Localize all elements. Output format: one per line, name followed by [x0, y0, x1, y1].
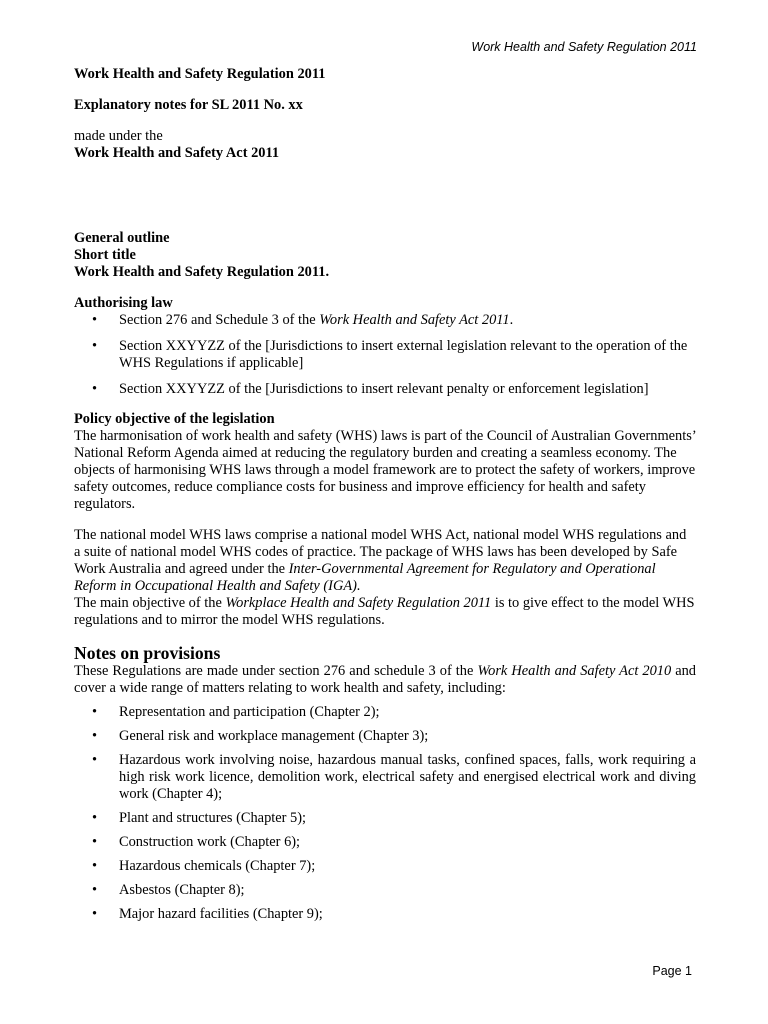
short-title-heading: Short title	[74, 247, 136, 263]
list-item: • Construction work (Chapter 6);	[74, 834, 696, 851]
running-header: Work Health and Safety Regulation 2011	[471, 40, 697, 54]
list-item: • Section XXYYZZ of the [Jurisdictions to insert external legislation relevant to the operation of the WHS Regulations if applicable]	[74, 338, 696, 372]
list-item: • Section 276 and Schedule 3 of the Work Health and Safety Act 2011.	[74, 312, 696, 329]
list-item: • Section XXYYZZ of the [Jurisdictions to insert relevant penalty or enforcement legislation]	[74, 381, 696, 398]
list-item: • Hazardous chemicals (Chapter 7);	[74, 858, 696, 875]
document-subtitle: Explanatory notes for SL 2011 No. xx	[74, 97, 303, 113]
page-number: Page 1	[652, 964, 692, 978]
short-title-value: Work Health and Safety Regulation 2011.	[74, 264, 330, 280]
list-item: • Hazardous work involving noise, hazardous manual tasks, confined spaces, falls, work requiring a high risk work licence, demolition work, electrical safety and energised electrical work and diving work (Chapter 4);	[74, 752, 696, 803]
policy-paragraph-3: The main objective of the Workplace Health and Safety Regulation 2011 is to give effect to the model WHS regulations and to mirror the model WHS regulations.	[74, 595, 695, 628]
list-item: • Asbestos (Chapter 8);	[74, 882, 696, 899]
list-item: • Representation and participation (Chapter 2);	[74, 704, 696, 721]
policy-heading: Policy objective of the legislation	[74, 411, 275, 427]
made-under-text: made under the	[74, 128, 163, 144]
policy-paragraph-2: The national model WHS laws comprise a national model WHS Act, national model WHS regulations and a suite of national model WHS codes of practice. The package of WHS laws has been developed by Safe Work Australia and agreed under the Inter-Governmental Agreement for Regulatory and Operational Reform in Occupational Health and Safety (IGA).	[74, 527, 687, 594]
list-item: • General risk and workplace management (Chapter 3);	[74, 728, 696, 745]
authorising-law-list	[74, 312, 696, 398]
provisions-list	[74, 704, 696, 923]
authorising-law-heading: Authorising law	[74, 295, 173, 311]
act-title: Work Health and Safety Act 2011	[74, 145, 280, 161]
list-item: • Major hazard facilities (Chapter 9);	[74, 906, 696, 923]
policy-paragraph-1: The harmonisation of work health and safety (WHS) laws is part of the Council of Australian Governments’ National Reform Agenda aimed at reducing the regulatory burden and creating a seamless economy. The objects of harmonising WHS laws through a model framework are to protect the safety of workers, improve safety outcomes, reduce compliance costs for business and improve efficiency for health and safety regulators.	[74, 428, 696, 512]
document-body	[74, 66, 696, 930]
general-outline-heading: General outline	[74, 230, 170, 246]
notes-heading: Notes on provisions	[74, 643, 221, 663]
document-title: Work Health and Safety Regulation 2011	[74, 66, 326, 82]
list-item: • Plant and structures (Chapter 5);	[74, 810, 696, 827]
notes-intro: These Regulations are made under section 276 and schedule 3 of the Work Health and Safety Act 2010 and cover a wide range of matters relating to work health and safety, including:	[74, 663, 696, 696]
